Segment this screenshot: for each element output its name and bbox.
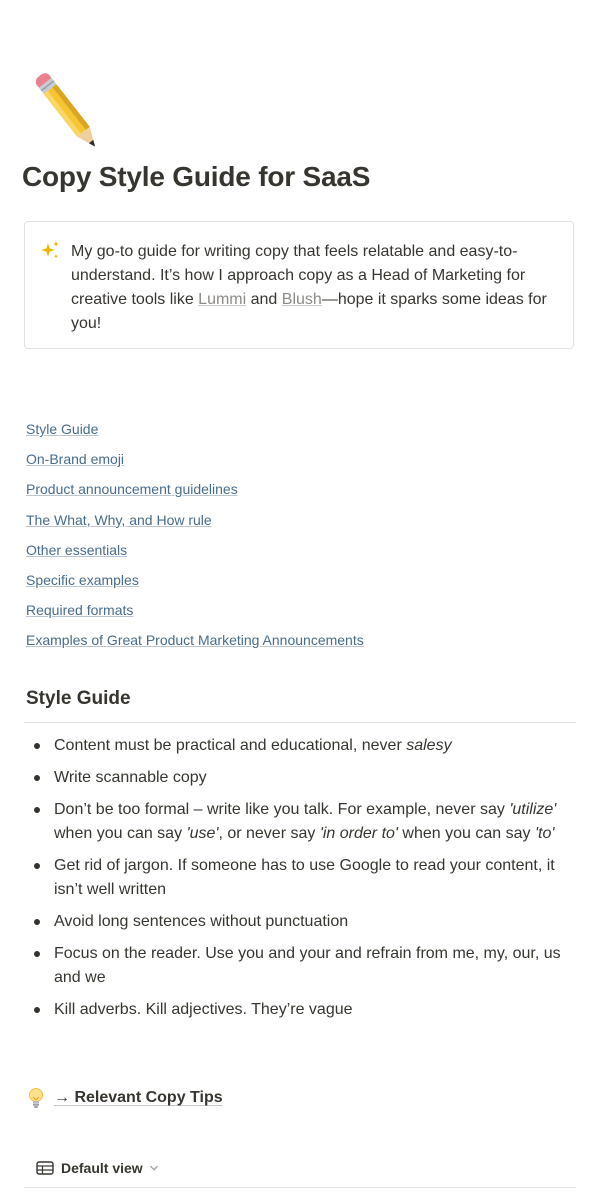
toc-item-what-why-how-rule[interactable]: The What, Why, and How rule — [26, 511, 212, 528]
relevant-copy-tips-link[interactable]: → Relevant Copy Tips — [54, 1089, 223, 1106]
toc-item-required-formats[interactable]: Required formats — [26, 602, 134, 619]
bullet-text: Content must be practical and educational, never — [54, 737, 407, 754]
bullet-emphasis: 'in order to' — [319, 825, 398, 842]
bullet-emphasis: salesy — [406, 737, 452, 754]
bullet-emphasis: 'to' — [534, 825, 555, 842]
pencil-icon[interactable] — [22, 66, 114, 158]
callout-text-and: and — [246, 291, 282, 308]
bullet-text: Kill adverbs. Kill adjectives. They’re vague — [54, 1001, 353, 1018]
sparkles-icon — [39, 240, 61, 262]
list-item — [24, 910, 576, 934]
bullet-text: , or never say — [218, 825, 320, 842]
relevant-copy-tips-block — [26, 1086, 223, 1110]
bullet-emphasis: 'utilize' — [509, 801, 557, 818]
blush-link[interactable]: Blush — [281, 291, 322, 308]
style-guide-list — [24, 734, 576, 1030]
callout-text-after: —hope it sparks some ideas for you! — [71, 291, 547, 332]
bullet-emphasis: 'use' — [186, 825, 219, 842]
table-icon — [36, 1161, 54, 1175]
list-item — [24, 734, 576, 758]
table-of-contents — [26, 416, 364, 658]
chevron-down-icon — [149, 1164, 159, 1172]
bullet-text: when you can say — [54, 825, 187, 842]
callout-block — [24, 221, 574, 349]
toc-item-other-essentials[interactable]: Other essentials — [26, 541, 128, 558]
bullet-text: Get rid of jargon. If someone has to use Google to read your content, it isn’t well written — [54, 857, 555, 898]
list-item — [24, 798, 576, 846]
bullet-text: Avoid long sentences without punctuation — [54, 913, 349, 930]
toc-item-product-announcement-guidelines[interactable]: Product announcement guidelines — [26, 481, 238, 498]
list-item — [24, 854, 576, 902]
toc-item-on-brand-emoji[interactable]: On-Brand emoji — [26, 451, 125, 468]
callout-text — [71, 240, 563, 336]
toc-item-style-guide[interactable]: Style Guide — [26, 421, 99, 437]
bullet-text: Don’t be too formal – write like you talk. For example, never say — [54, 801, 510, 818]
page-title: Copy Style Guide for SaaS — [22, 161, 371, 192]
lightbulb-icon — [26, 1087, 46, 1109]
bullet-text: Write scannable copy — [54, 769, 207, 786]
default-view-tab[interactable] — [36, 1157, 159, 1179]
toc-item-specific-examples[interactable]: Specific examples — [26, 571, 139, 588]
list-item — [24, 766, 576, 790]
bullet-text: when you can say — [397, 825, 535, 842]
list-item — [24, 998, 576, 1022]
section-heading-style-guide: Style Guide — [26, 688, 131, 709]
callout-text-before: My go-to guide for writing copy that feels relatable and easy-to-understand. It’s how I approach copy as a Head of Marketing for creative tools like — [71, 243, 526, 308]
heading-divider — [24, 722, 576, 723]
toc-item-examples-great-announcements[interactable]: Examples of Great Product Marketing Announcements — [26, 632, 364, 649]
list-item — [24, 942, 576, 990]
lummi-link[interactable]: Lummi — [198, 291, 247, 308]
view-label: Default view — [61, 1160, 143, 1176]
bullet-text: Focus on the reader. Use you and your and refrain from me, my, our, us and we — [54, 945, 561, 986]
view-tab-divider — [24, 1187, 576, 1188]
